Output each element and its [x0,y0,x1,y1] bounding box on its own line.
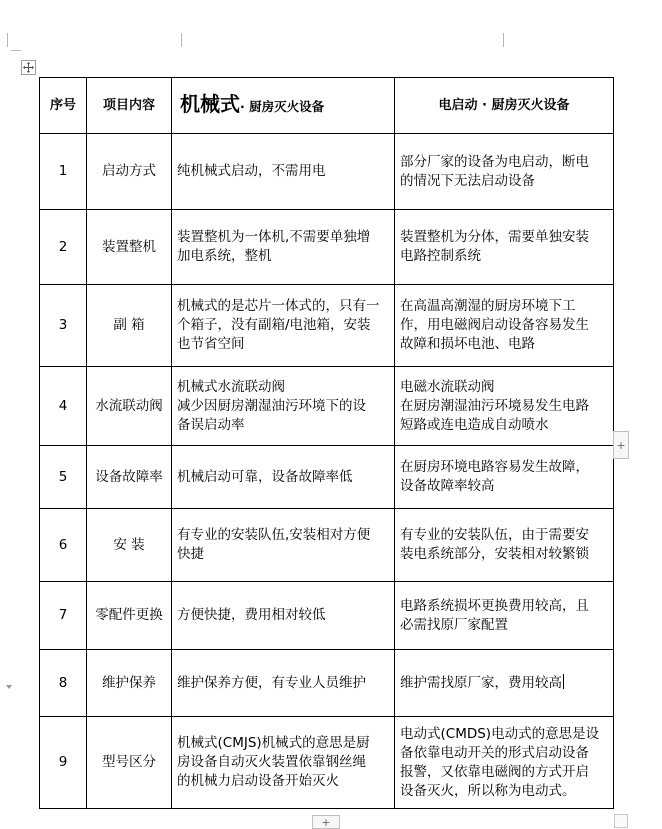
header-mechanical-subtitle: · 厨房灭火设备 [240,98,325,114]
mechanical-cell[interactable] [172,446,395,509]
electric-cell[interactable] [395,717,614,809]
table-row [40,134,614,210]
header-mechanical-title: 机械式 [180,91,240,116]
row-number-cell[interactable]: 4 [40,367,87,446]
cell-line: 快捷 [177,546,204,562]
electric-cell[interactable] [395,134,614,210]
row-item-cell[interactable]: 维护保养 [87,650,172,717]
cell-line: 机械式的是芯片一体式的，只有一 [177,298,380,314]
mechanical-cell[interactable] [172,582,395,650]
row-number-cell[interactable]: 3 [40,285,87,367]
text-cursor [563,674,564,689]
cell-line: 纯机械式启动，不需用电 [177,163,326,179]
cell-line: 设备故障率较高 [400,478,495,494]
cell-line: 房设备自动灭火装置依靠钢丝绳 [177,754,366,770]
header-mechanical [172,78,395,134]
row-number-cell[interactable]: 7 [40,582,87,650]
cell-line: 维护需找原厂家，费用较高 [400,674,562,691]
cell-line: 电路控制系统 [400,248,481,264]
row-item-cell[interactable]: 安 装 [87,509,172,582]
cell-line: 故障和损坏电池、电路 [400,336,535,352]
mechanical-cell[interactable] [172,717,395,809]
electric-cell[interactable] [395,285,614,367]
table-row [40,582,614,650]
cell-line: 的情况下无法启动设备 [400,172,535,189]
row-number-cell[interactable]: 6 [40,509,87,582]
mechanical-cell[interactable] [172,285,395,367]
crop-mark [11,50,21,51]
row-item-cell[interactable]: 型号区分 [87,717,172,809]
cell-line: 备依靠电动开关的形式启动设备 [400,744,589,761]
cell-line: 加电系统，整机 [177,248,272,264]
row-number-cell[interactable]: 2 [40,210,87,285]
add-row-button[interactable] [312,815,340,829]
electric-cell[interactable] [395,650,614,717]
margin-marker [6,685,12,689]
header-electric: 电启动 · 厨房灭火设备 [395,78,614,134]
move-arrows-icon [23,62,34,73]
table-resize-handle[interactable] [614,814,628,828]
cell-line: 短路或连电造成自动喷水 [400,416,549,433]
cell-line: 作，用电磁阀启动设备容易发生 [400,317,589,333]
cell-line: 部分厂家的设备为电启动，断电 [400,153,589,170]
row-item-cell[interactable]: 启动方式 [87,134,172,210]
electric-cell[interactable] [395,367,614,446]
cell-line: 设备灭火，所以称为电动式。 [400,782,576,799]
electric-cell[interactable] [395,210,614,285]
table-move-handle[interactable] [21,60,36,75]
cell-line: 个箱子，没有副箱/电池箱，安装 [177,317,371,333]
table-row [40,367,614,446]
header-row [40,78,614,134]
table-row [40,210,614,285]
cell-line: 备误启动率 [177,416,245,433]
crop-mark [503,33,504,47]
cell-line: 必需找原厂家配置 [400,616,508,633]
row-number-cell[interactable]: 9 [40,717,87,809]
header-no: 序号 [40,78,87,134]
cell-line: 也节省空间 [177,336,245,352]
table-row [40,650,614,717]
comparison-table [39,77,614,809]
plus-icon: + [616,438,626,452]
cell-line: 报警，又依靠电磁阀的方式开启 [400,763,589,780]
cell-line: 减少因厨房潮湿油污环境下的设 [177,397,366,414]
cell-line: 电磁水流联动阀 [400,378,495,395]
cell-line: 的机械力启动设备开始灭火 [177,773,339,789]
cell-line: 机械式水流联动阀 [177,378,285,395]
table-row [40,285,614,367]
mechanical-cell[interactable] [172,134,395,210]
row-number-cell[interactable]: 8 [40,650,87,717]
cell-line: 在厨房潮湿油污环境易发生电路 [400,397,589,414]
row-item-cell[interactable]: 设备故障率 [87,446,172,509]
mechanical-cell[interactable] [172,509,395,582]
mechanical-cell[interactable] [172,367,395,446]
cell-line: 在高温高潮湿的厨房环境下工 [400,298,576,314]
plus-icon: + [321,815,331,829]
row-number-cell[interactable]: 5 [40,446,87,509]
cell-line: 有专业的安装队伍,安装相对方便 [177,527,371,543]
mechanical-cell[interactable] [172,650,395,717]
row-number-cell[interactable]: 1 [40,134,87,210]
row-item-cell[interactable]: 装置整机 [87,210,172,285]
cell-line: 电路系统损坏更换费用较高，且 [400,597,589,614]
cell-line: 装置整机为分体，需要单独安装 [400,229,589,245]
row-item-cell[interactable]: 副 箱 [87,285,172,367]
cell-line: 装电系统部分，安装相对较繁锁 [400,546,589,562]
table-row [40,717,614,809]
cell-line: 方便快捷，费用相对较低 [177,607,326,623]
mechanical-cell[interactable] [172,210,395,285]
crop-mark [181,33,182,47]
cell-line: 装置整机为一体机,不需要单独增 [177,229,371,245]
table-row [40,509,614,582]
add-column-button[interactable] [613,431,629,459]
row-item-cell[interactable]: 水流联动阀 [87,367,172,446]
electric-cell[interactable] [395,446,614,509]
cell-line: 机械启动可靠，设备故障率低 [177,468,353,485]
electric-cell[interactable] [395,509,614,582]
cell-line: 在厨房环境电路容易发生故障， [400,459,589,475]
electric-cell[interactable] [395,582,614,650]
crop-mark [7,33,8,47]
table-row [40,446,614,509]
header-item: 项目内容 [87,78,172,134]
cell-line: 有专业的安装队伍，由于需要安 [400,527,589,543]
row-item-cell[interactable]: 零配件更换 [87,582,172,650]
cell-line: 维护保养方便，有专业人员维护 [177,674,366,691]
cell-line: 电动式(CMDS)电动式的意思是设 [400,725,600,742]
cell-line: 机械式(CMJS)机械式的意思是厨 [177,735,370,751]
